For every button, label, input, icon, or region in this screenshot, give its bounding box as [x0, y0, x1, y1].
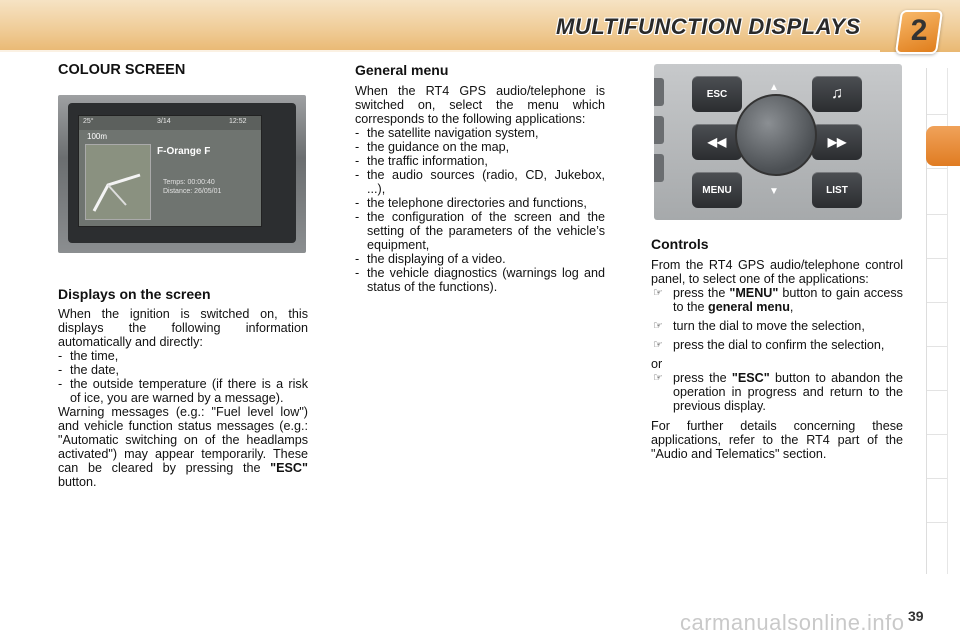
list-item: ☞ press the "MENU" button to gain access to the general menu,	[653, 286, 903, 314]
route-icon	[86, 145, 150, 219]
menu-label: "MENU"	[729, 286, 779, 300]
side-button	[654, 116, 664, 144]
status-temperature: 25°	[83, 118, 94, 125]
side-button	[654, 154, 664, 182]
displays-intro: When the ignition is switched on, this displays the following information automatically and directly:	[58, 307, 308, 349]
list-item: - the date,	[58, 363, 120, 377]
control-panel-photo	[654, 64, 902, 220]
status-time: 12:52	[229, 118, 247, 125]
chapter-badge	[895, 10, 943, 54]
controls-body	[651, 258, 903, 461]
pointing-hand-icon: ☞	[653, 287, 663, 299]
list-button[interactable]: LIST	[812, 172, 862, 208]
list-item: - the vehicle diagnostics (warnings log and status of the functions).	[355, 266, 605, 294]
menu-button[interactable]: MENU	[692, 172, 742, 208]
screen-trip-info	[163, 178, 221, 196]
esc-button[interactable]: ESC	[692, 76, 742, 112]
controls-outro: For further details concerning these applications, refer to the RT4 part of the "Audio and Telematics" section.	[651, 419, 903, 461]
displays-heading: Displays on the screen	[58, 286, 211, 302]
map-scale: 100m	[87, 132, 108, 141]
general-menu-intro: When the RT4 GPS audio/telephone is switched on, select the menu which corresponds to the following applications:	[355, 84, 605, 126]
active-chapter-tab[interactable]	[926, 126, 960, 166]
header-rule	[0, 50, 880, 52]
list-item: - the guidance on the map,	[355, 140, 510, 154]
watermark: carmanualsonline.info	[680, 610, 905, 635]
colour-screen-photo	[58, 95, 306, 253]
fast-forward-button[interactable]: ▶▶	[812, 124, 862, 160]
pointing-hand-icon: ☞	[653, 372, 663, 384]
status-date: 3/14	[157, 118, 171, 125]
general-menu-body	[355, 84, 605, 294]
screen-destination: F-Orange F	[157, 146, 211, 157]
map-view	[85, 144, 151, 220]
screen-status-bar	[79, 116, 261, 130]
chapter-number: 2	[910, 14, 928, 47]
arrow-down-icon: ▼	[769, 186, 779, 197]
colour-screen-heading: COLOUR SCREEN	[58, 62, 186, 78]
list-item: ☞ press the dial to confirm the selection,	[653, 338, 885, 352]
or-text: or	[651, 357, 663, 371]
list-item: - the time,	[58, 349, 119, 363]
trip-distance: Distance: 26/05/01	[163, 188, 222, 195]
list-item: - the configuration of the screen and the setting of the parameters of the vehicle’s equipment,	[355, 210, 605, 252]
controls-intro: From the RT4 GPS audio/telephone control panel, to select one of the applications:	[651, 258, 903, 286]
list-item: - the audio sources (radio, CD, Jukebox, ...),	[355, 168, 605, 196]
list-item: - the satellite navigation system,	[355, 126, 539, 140]
chapter-title: MULTIFUNCTION DISPLAYS	[556, 14, 861, 39]
side-button	[654, 78, 664, 106]
displays-body	[58, 307, 308, 489]
list-item: - the traffic information,	[355, 154, 488, 168]
general-menu-heading: General menu	[355, 62, 449, 78]
list-item: ☞ turn the dial to move the selection,	[653, 319, 865, 333]
selection-dial[interactable]	[735, 94, 817, 176]
pointing-hand-icon: ☞	[653, 339, 663, 351]
pointing-hand-icon: ☞	[653, 320, 663, 332]
controls-heading: Controls	[651, 236, 709, 252]
list-item: - the displaying of a video.	[355, 252, 506, 266]
page-number: 39	[908, 608, 924, 624]
displays-warning-text: Warning messages (e.g.: "Fuel level low") and vehicle function status messages (e.g.: "Automatic switching on of the headlamps activated") may appear temporarily. These can be cleared by pressing the "ESC" button.	[58, 405, 308, 489]
esc-label: "ESC"	[731, 371, 770, 385]
screen-display	[78, 115, 262, 227]
esc-label: "ESC"	[270, 461, 308, 475]
music-note-icon[interactable]: ♫	[812, 76, 862, 112]
list-item: - the outside temperature (if there is a risk of ice, you are warned by a message).	[58, 377, 308, 405]
list-item: ☞ press the "ESC" button to abandon the operation in progress and return to the previous display.	[653, 371, 903, 413]
trip-time: Temps: 00:00:40	[163, 179, 215, 186]
general-menu-label: general menu	[708, 300, 790, 314]
rewind-button[interactable]: ◀◀	[692, 124, 742, 160]
arrow-up-icon: ▲	[769, 82, 779, 93]
list-item: - the telephone directories and functions,	[355, 196, 587, 210]
